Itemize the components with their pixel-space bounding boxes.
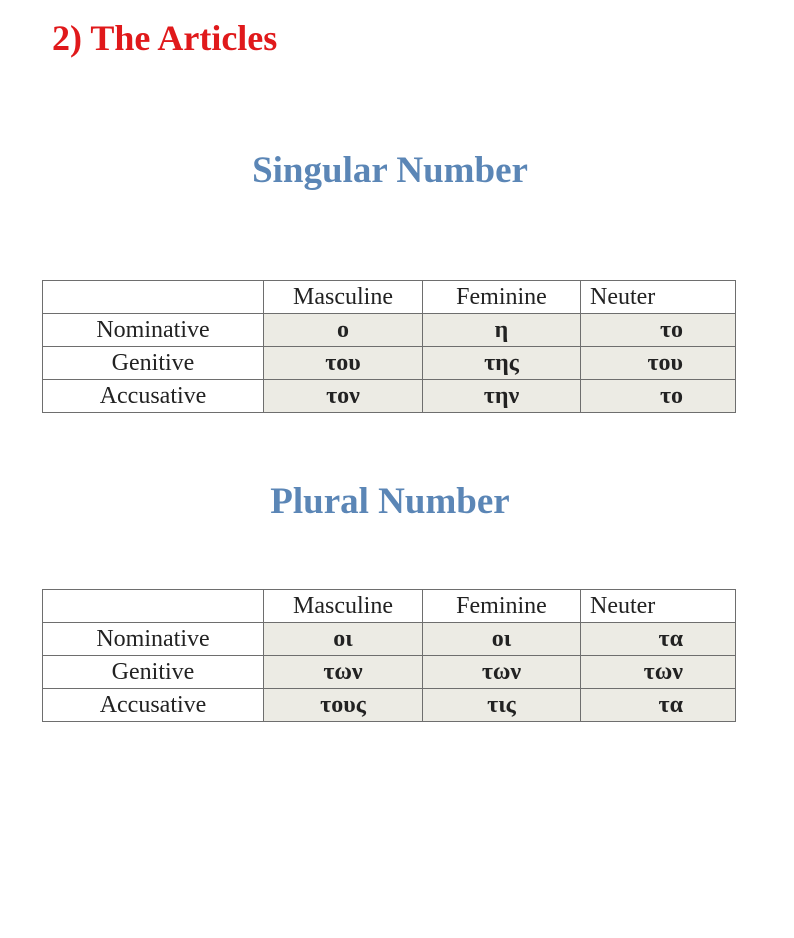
article-cell: τον: [264, 380, 423, 413]
article-cell: τις: [423, 689, 581, 722]
table-row: [43, 347, 736, 380]
article-cell: τους: [264, 689, 423, 722]
article-cell: του: [264, 347, 423, 380]
column-header-feminine: Feminine: [423, 281, 581, 314]
plural-articles-table: [42, 589, 736, 722]
row-header-accusative: Accusative: [43, 380, 264, 413]
row-header-genitive: Genitive: [43, 656, 264, 689]
table-header-row: [43, 281, 736, 314]
column-header-masculine: Masculine: [264, 590, 423, 623]
table-row: [43, 656, 736, 689]
article-cell: του: [581, 347, 736, 380]
article-cell: τα: [581, 689, 736, 722]
table-corner-cell: [43, 281, 264, 314]
article-cell: τα: [581, 623, 736, 656]
article-cell: το: [581, 380, 736, 413]
column-header-neuter: Neuter: [581, 281, 736, 314]
article-cell: των: [264, 656, 423, 689]
table-row: [43, 689, 736, 722]
row-header-nominative: Nominative: [43, 314, 264, 347]
row-header-genitive: Genitive: [43, 347, 264, 380]
column-header-feminine: Feminine: [423, 590, 581, 623]
singular-number-heading: Singular Number: [252, 150, 528, 191]
article-cell: των: [581, 656, 736, 689]
article-cell: των: [423, 656, 581, 689]
column-header-masculine: Masculine: [264, 281, 423, 314]
article-cell: την: [423, 380, 581, 413]
column-header-neuter: Neuter: [581, 590, 736, 623]
article-cell: της: [423, 347, 581, 380]
table-row: [43, 380, 736, 413]
table-corner-cell: [43, 590, 264, 623]
row-header-nominative: Nominative: [43, 623, 264, 656]
row-header-accusative: Accusative: [43, 689, 264, 722]
table-row: [43, 314, 736, 347]
table-header-row: [43, 590, 736, 623]
article-cell: οι: [264, 623, 423, 656]
table-row: [43, 623, 736, 656]
page-title: 2) The Articles: [52, 18, 278, 58]
article-cell: η: [423, 314, 581, 347]
article-cell: το: [581, 314, 736, 347]
singular-articles-table: [42, 280, 736, 413]
article-cell: οι: [423, 623, 581, 656]
plural-number-heading: Plural Number: [270, 481, 510, 522]
article-cell: ο: [264, 314, 423, 347]
